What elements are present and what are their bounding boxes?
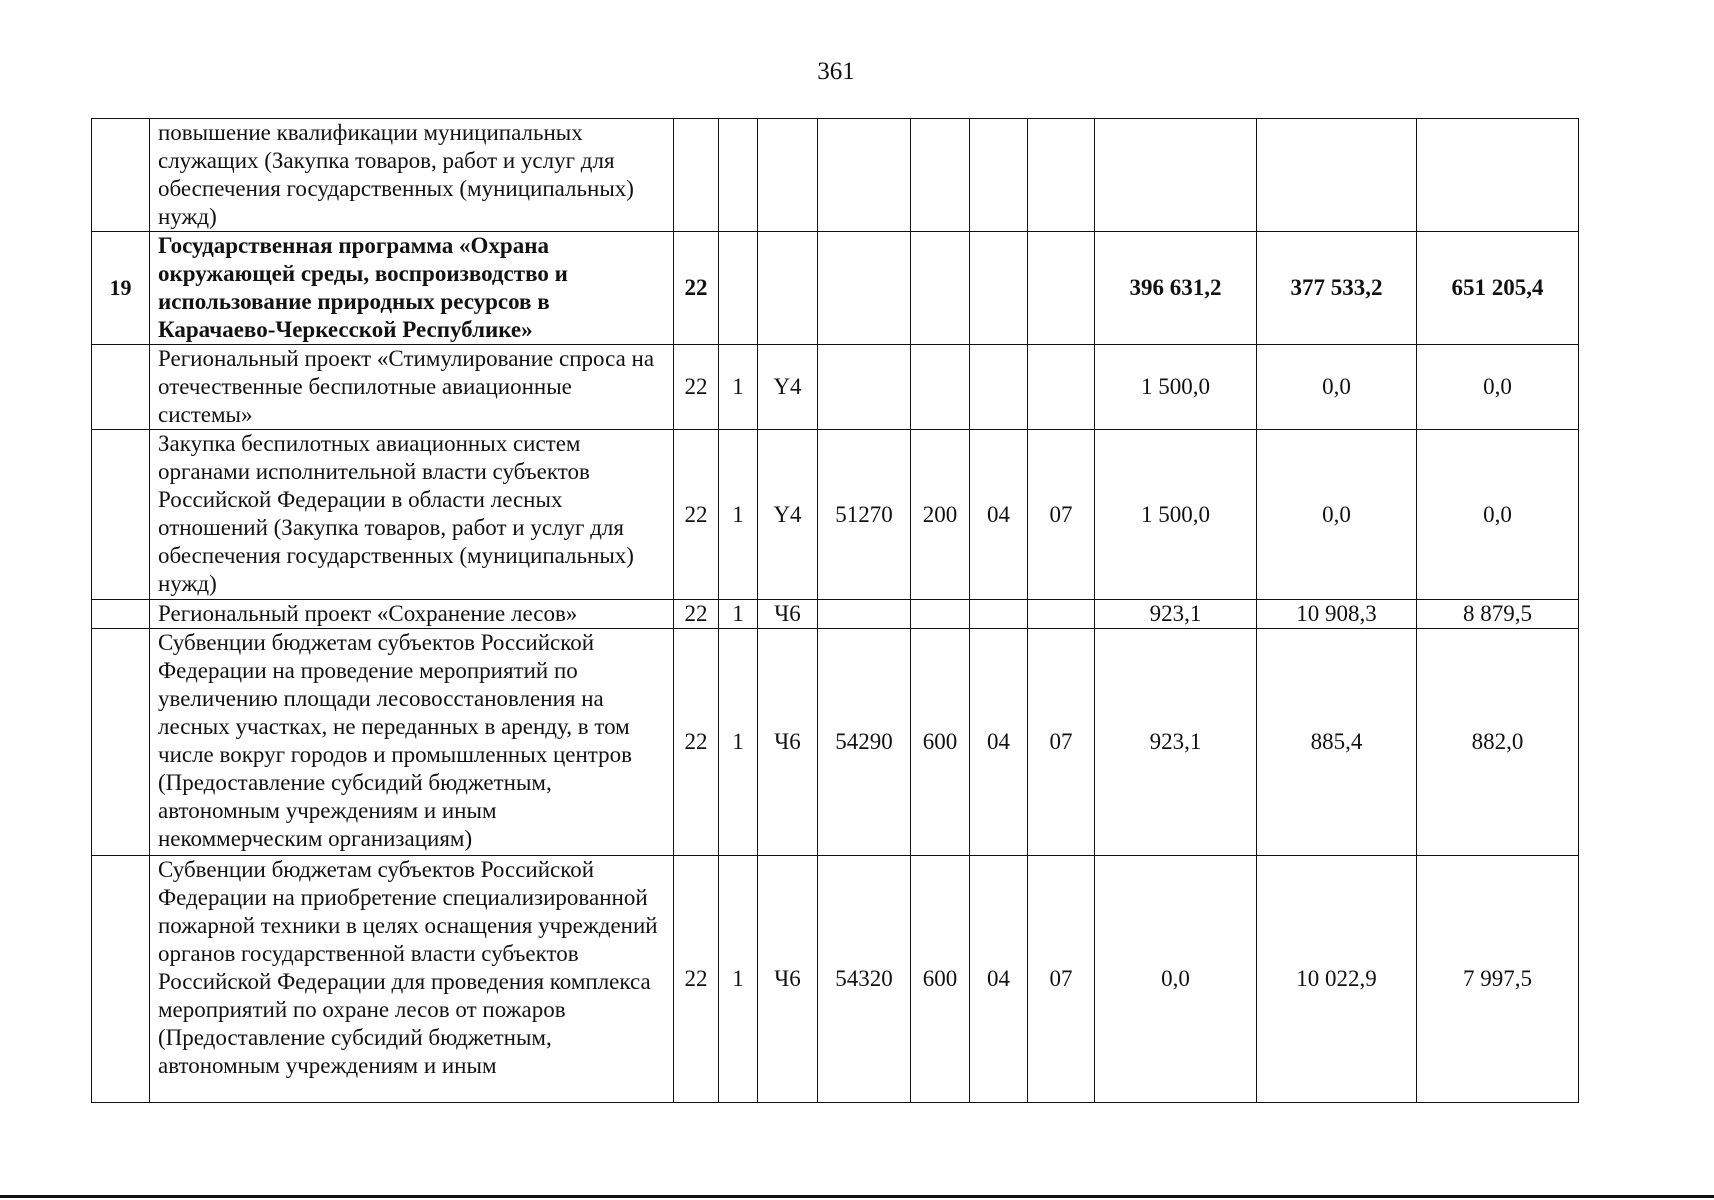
amount-cell: 0,0 — [1095, 856, 1257, 1103]
amount-cell: 0,0 — [1257, 430, 1417, 600]
code-cell: Ч6 — [758, 856, 818, 1103]
code-cell — [719, 119, 758, 232]
code-cell: 600 — [911, 856, 970, 1103]
row-name: Субвенции бюджетам субъектов Российской Федерации на приобретение специализированной пожарной техники в целях оснащения учреждений органов государственной власти субъектов Российской Федерации для проведения комплекса мероприятий по охране лесов от пожаров (Предоставление субсидий бюджетным, автономным учреждениям и иным — [150, 856, 674, 1103]
row-number — [92, 600, 150, 629]
code-cell — [970, 345, 1028, 430]
row-number — [92, 856, 150, 1103]
row-name: Государственная программа «Охрана окружающей среды, воспроизводство и использование природных ресурсов в Карачаево-Черкесской Республике» — [150, 232, 674, 345]
amount-cell — [1417, 119, 1579, 232]
code-cell: 22 — [674, 629, 719, 856]
amount-cell: 882,0 — [1417, 629, 1579, 856]
amount-cell: 0,0 — [1417, 345, 1579, 430]
row-number — [92, 629, 150, 856]
amount-cell: 651 205,4 — [1417, 232, 1579, 345]
code-cell: 04 — [970, 430, 1028, 600]
code-cell — [970, 600, 1028, 629]
amount-cell — [1257, 119, 1417, 232]
amount-cell: 377 533,2 — [1257, 232, 1417, 345]
code-cell — [1028, 119, 1095, 232]
code-cell: 1 — [719, 600, 758, 629]
code-cell — [970, 119, 1028, 232]
table-row — [92, 856, 1579, 1103]
code-cell — [818, 600, 911, 629]
amount-cell: 10 022,9 — [1257, 856, 1417, 1103]
amount-cell: 10 908,3 — [1257, 600, 1417, 629]
row-name: Региональный проект «Сохранение лесов» — [150, 600, 674, 629]
page-bottom-rule — [0, 1195, 1714, 1198]
amount-cell: 1 500,0 — [1095, 345, 1257, 430]
code-cell: 22 — [674, 430, 719, 600]
code-cell: 04 — [970, 629, 1028, 856]
amount-cell: 396 631,2 — [1095, 232, 1257, 345]
code-cell: 22 — [674, 856, 719, 1103]
code-cell: 22 — [674, 232, 719, 345]
amount-cell: 923,1 — [1095, 600, 1257, 629]
code-cell — [818, 119, 911, 232]
table-row — [92, 430, 1579, 600]
code-cell — [911, 119, 970, 232]
code-cell: 1 — [719, 345, 758, 430]
amount-cell: 1 500,0 — [1095, 430, 1257, 600]
code-cell: 07 — [1028, 430, 1095, 600]
code-cell: Ч6 — [758, 629, 818, 856]
table-row — [92, 119, 1579, 232]
code-cell: Ч6 — [758, 600, 818, 629]
code-cell — [818, 345, 911, 430]
code-cell: 22 — [674, 345, 719, 430]
code-cell: Y4 — [758, 430, 818, 600]
code-cell — [1028, 232, 1095, 345]
table-row — [92, 629, 1579, 856]
code-cell — [674, 119, 719, 232]
code-cell: 1 — [719, 430, 758, 600]
code-cell — [818, 232, 911, 345]
code-cell: 07 — [1028, 856, 1095, 1103]
amount-cell: 923,1 — [1095, 629, 1257, 856]
code-cell: 04 — [970, 856, 1028, 1103]
code-cell: 200 — [911, 430, 970, 600]
amount-cell: 0,0 — [1257, 345, 1417, 430]
code-cell: 07 — [1028, 629, 1095, 856]
code-cell — [719, 232, 758, 345]
code-cell — [911, 232, 970, 345]
code-cell — [758, 119, 818, 232]
row-number — [92, 345, 150, 430]
code-cell: 1 — [719, 629, 758, 856]
code-cell — [911, 345, 970, 430]
table-row — [92, 600, 1579, 629]
code-cell — [1028, 345, 1095, 430]
table-row — [92, 345, 1579, 430]
page-number: 361 — [817, 58, 855, 85]
row-number — [92, 430, 150, 600]
row-number — [92, 119, 150, 232]
amount-cell: 8 879,5 — [1417, 600, 1579, 629]
amount-cell: 0,0 — [1417, 430, 1579, 600]
code-cell: 51270 — [818, 430, 911, 600]
row-name: Закупка беспилотных авиационных систем органами исполнительной власти субъектов Российской Федерации в области лесных отношений (Закупка товаров, работ и услуг для обеспечения государственных (муниципальных) нужд) — [150, 430, 674, 600]
row-number: 19 — [92, 232, 150, 345]
code-cell — [911, 600, 970, 629]
amount-cell — [1095, 119, 1257, 232]
code-cell: 600 — [911, 629, 970, 856]
table-row — [92, 232, 1579, 345]
code-cell: 1 — [719, 856, 758, 1103]
row-name: Региональный проект «Стимулирование спроса на отечественные беспилотные авиационные системы» — [150, 345, 674, 430]
code-cell: 22 — [674, 600, 719, 629]
code-cell: 54320 — [818, 856, 911, 1103]
row-name: Субвенции бюджетам субъектов Российской Федерации на проведение мероприятий по увеличению площади лесовосстановления на лесных участках, не переданных в аренду, в том числе вокруг городов и промышленных центров (Предоставление субсидий бюджетным, автономным учреждениям и иным некоммерческим организациям) — [150, 629, 674, 856]
amount-cell: 885,4 — [1257, 629, 1417, 856]
code-cell: 54290 — [818, 629, 911, 856]
code-cell — [970, 232, 1028, 345]
amount-cell: 7 997,5 — [1417, 856, 1579, 1103]
budget-table — [91, 118, 1579, 1103]
row-name: повышение квалификации муниципальных служащих (Закупка товаров, работ и услуг для обеспечения государственных (муниципальных) нужд) — [150, 119, 674, 232]
code-cell: Y4 — [758, 345, 818, 430]
code-cell — [1028, 600, 1095, 629]
code-cell — [758, 232, 818, 345]
